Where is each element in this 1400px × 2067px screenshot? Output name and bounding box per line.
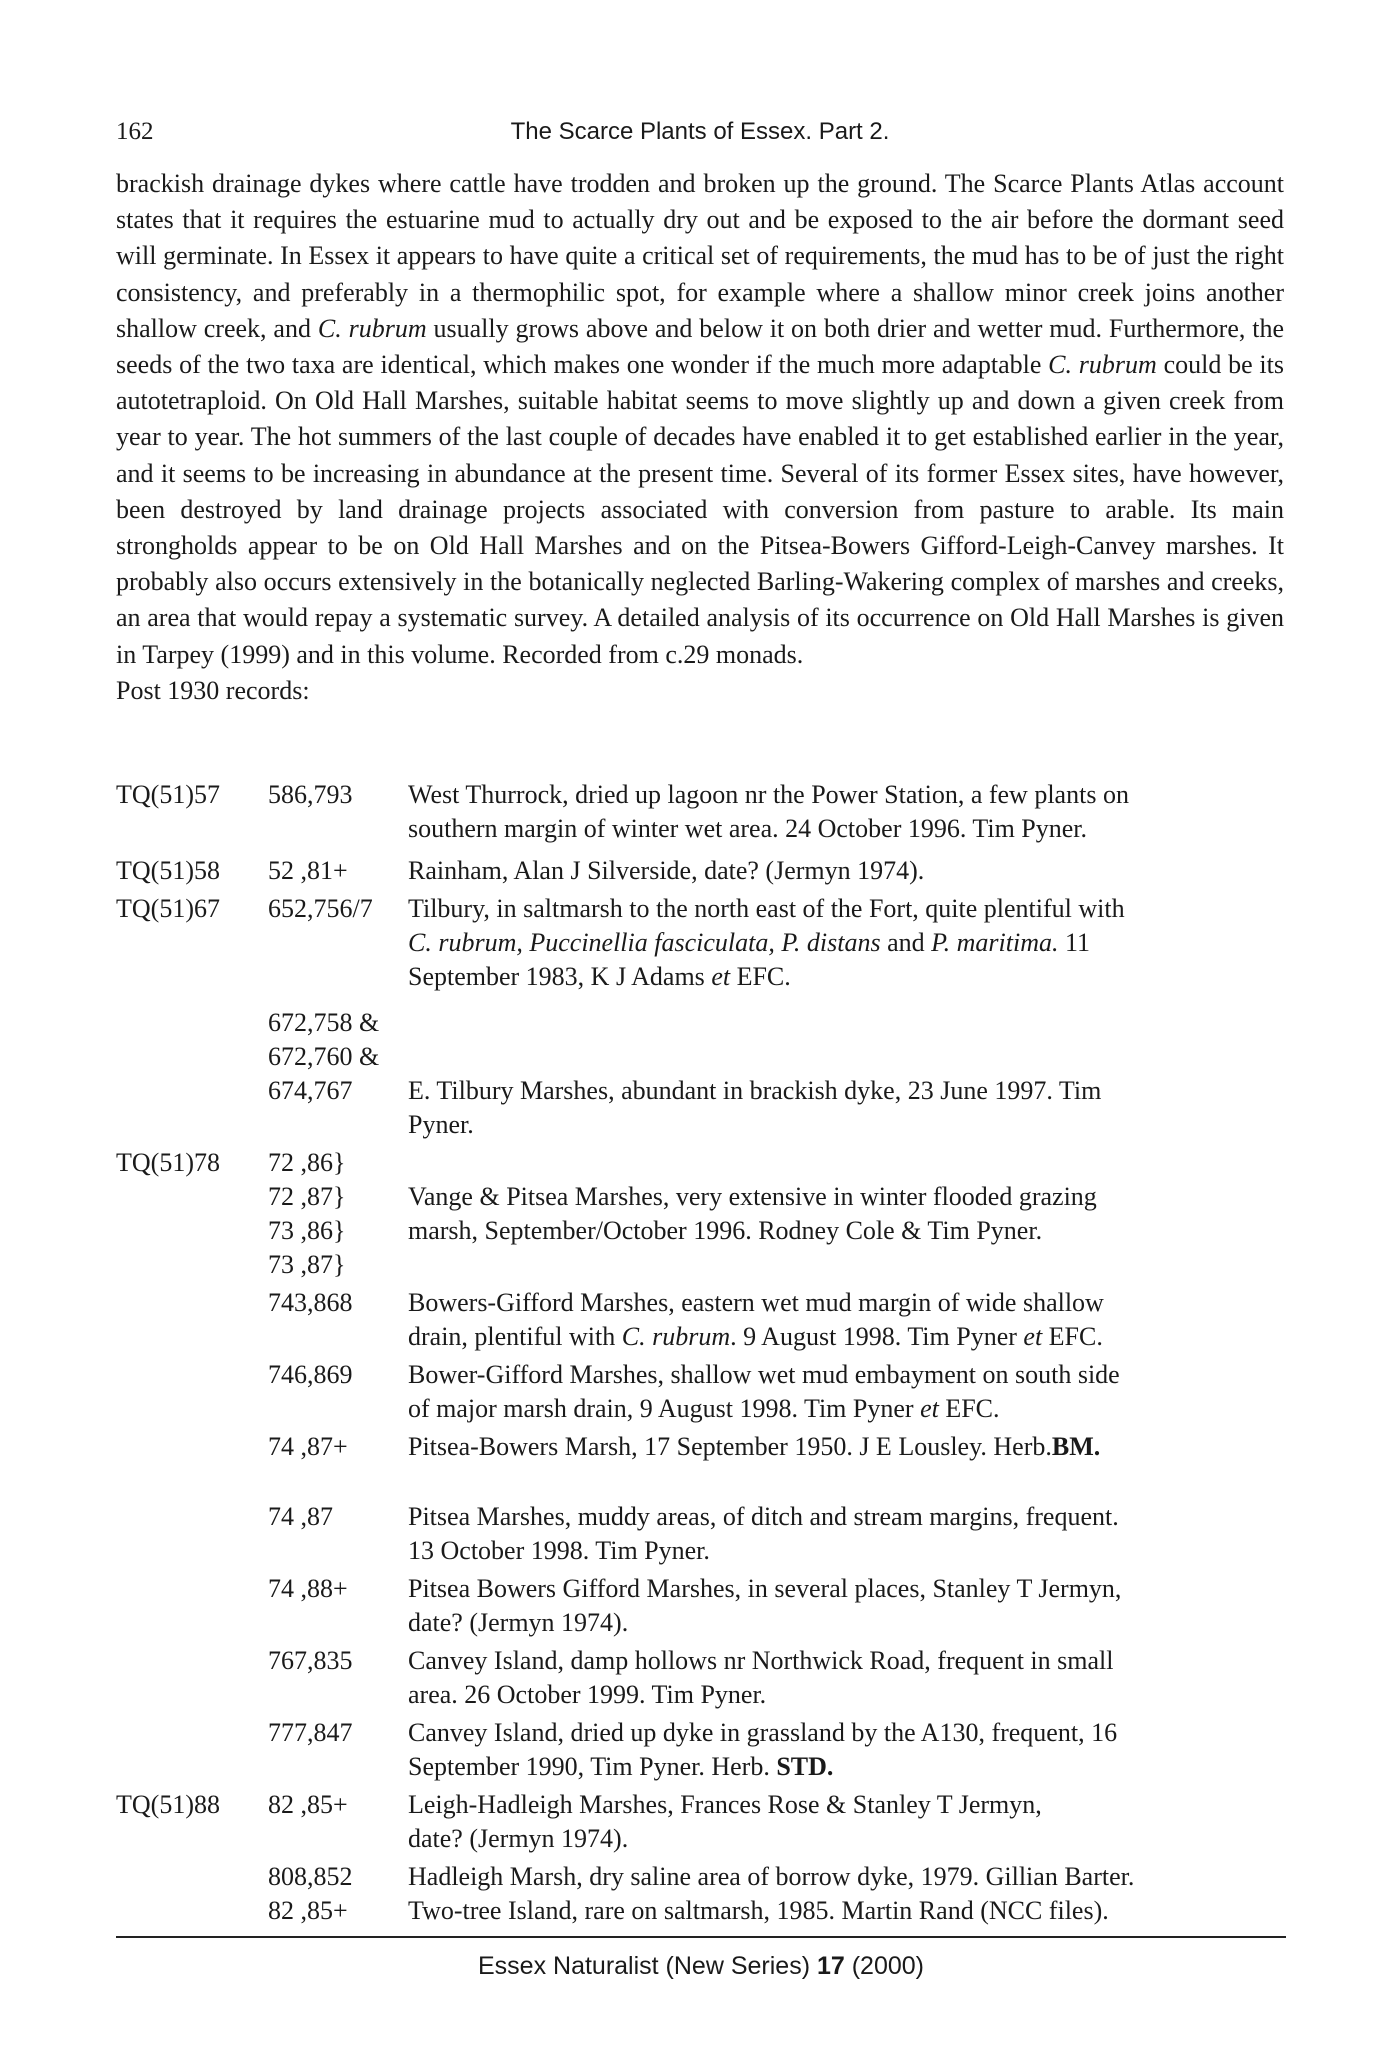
record-desc: West Thurrock, dried up lagoon nr the Power Station, a few plants on southern margin of winter wet area. 24 October 1996. Tim Pyner.: [408, 780, 1129, 843]
record-row: [116, 1788, 1286, 1856]
record-row: [116, 1358, 1286, 1426]
coord: 73 ,87}: [268, 1250, 346, 1279]
coord: 767,835: [268, 1646, 353, 1675]
coord: 73 ,86}: [268, 1216, 346, 1245]
record-row: [116, 1894, 1286, 1928]
record-desc: Vange & Pitsea Marshes, very extensive in winter flooded grazing: [408, 1182, 1097, 1211]
coord: 74 ,87+: [268, 1432, 348, 1461]
record-row: [116, 1716, 1286, 1784]
coord: 82 ,85+: [268, 1896, 348, 1925]
record-row: [116, 1248, 1286, 1282]
page-footer: Essex Naturalist (New Series) 17 (2000): [477, 1952, 924, 1980]
grid-ref: TQ(51)58: [116, 856, 220, 885]
records-list: [116, 778, 1286, 1928]
running-title: The Scarce Plants of Essex. Part 2.: [510, 118, 890, 145]
record-desc: Pitsea Marshes, muddy areas, of ditch and stream margins, frequent. 13 October 1998. Tim Pyner.: [408, 1502, 1119, 1565]
record-row: [116, 1040, 1286, 1074]
record-row: [116, 1286, 1286, 1354]
page-header: [116, 118, 1284, 158]
record-desc: Pitsea Bowers Gifford Marshes, in several places, Stanley T Jermyn, date? (Jermyn 1974).: [408, 1574, 1122, 1637]
record-row: [116, 1146, 1286, 1180]
record-desc: marsh, September/October 1996. Rodney Cole & Tim Pyner.: [408, 1216, 1043, 1245]
record-desc: Leigh-Hadleigh Marshes, Frances Rose & Stanley T Jermyn, date? (Jermyn 1974).: [408, 1790, 1042, 1853]
coord: 586,793: [268, 780, 353, 809]
coord: 672,760 &: [268, 1042, 380, 1071]
record-desc: Tilbury, in saltmarsh to the north east of the Fort, quite plentiful with C. rubrum, Puccinellia fasciculata, P. distans and P. maritima. 11 September 1983, K J Adams et EFC.: [408, 894, 1125, 991]
record-row: [116, 778, 1286, 846]
record-desc: Bower-Gifford Marshes, shallow wet mud embayment on south side of major marsh drain, 9 August 1998. Tim Pyner et EFC.: [408, 1360, 1120, 1423]
grid-ref: TQ(51)67: [116, 894, 220, 923]
body-paragraph: brackish drainage dykes where cattle have trodden and broken up the ground. The Scarce Plants Atlas account states that it requires the estuarine mud to actually dry out and be exposed to the air before the dormant seed will germinate. In Essex it appears to have quite a critical set of requirements, the mud has to be of just the right consistency, and preferably in a thermophilic spot, for example where a shallow minor creek joins another shallow creek, and C. rubrum usually grows above and below it on both drier and wetter mud. Furthermore, the seeds of the two taxa are identical, which makes one wonder if the much more adaptable C. rubrum could be its autotetraploid. On Old Hall Marshes, suitable habitat seems to move slightly up and down a given creek from year to year. The hot summers of the last couple of decades have enabled it to get established earlier in the year, and it seems to be increasing in abundance at the present time. Several of its former Essex sites, have however, been destroyed by land drainage projects associated with conversion from pasture to arable. Its main strongholds appear to be on Old Hall Marshes and on the Pitsea-Bowers Gifford-Leigh-Canvey marshes. It probably also occurs extensively in the botanically neglected Barling-Wakering complex of marshes and creeks, an area that would repay a systematic survey. A detailed analysis of its occurrence on Old Hall Marshes is given in Tarpey (1999) and in this volume. Recorded from c.29 monads.: [116, 169, 1285, 669]
record-desc: Two-tree Island, rare on saltmarsh, 1985. Martin Rand (NCC files).: [408, 1896, 1109, 1925]
body-text: [116, 166, 1284, 709]
coord: 652,756/7: [268, 894, 373, 923]
footer-rule: [116, 1936, 1286, 1938]
page-number: 162: [116, 118, 154, 145]
record-row: [116, 892, 1286, 994]
coord: 743,868: [268, 1288, 353, 1317]
record-desc: E. Tilbury Marshes, abundant in brackish dyke, 23 June 1997. Tim Pyner.: [408, 1076, 1102, 1139]
coord: 52 ,81+: [268, 856, 348, 885]
record-row: [116, 1214, 1286, 1248]
record-row: [116, 1500, 1286, 1568]
record-row: [116, 1006, 1286, 1040]
record-desc: Bowers-Gifford Marshes, eastern wet mud margin of wide shallow drain, plentiful with C. rubrum. 9 August 1998. Tim Pyner et EFC.: [408, 1288, 1104, 1351]
record-row: [116, 1572, 1286, 1640]
record-row: [116, 1644, 1286, 1712]
record-row: [116, 1430, 1286, 1464]
coord: 82 ,85+: [268, 1790, 348, 1819]
coord: 808,852: [268, 1862, 353, 1891]
grid-ref: TQ(51)78: [116, 1148, 220, 1177]
coord: 74 ,87: [268, 1502, 333, 1531]
record-row: [116, 1860, 1286, 1894]
coord: 672,758 &: [268, 1008, 380, 1037]
coord: 74 ,88+: [268, 1574, 348, 1603]
grid-ref: TQ(51)88: [116, 1790, 220, 1819]
coord: 72 ,87}: [268, 1182, 346, 1211]
coord: 746,869: [268, 1360, 353, 1389]
record-desc: Hadleigh Marsh, dry saline area of borrow dyke, 1979. Gillian Barter.: [408, 1862, 1135, 1891]
coord: 777,847: [268, 1718, 353, 1747]
record-desc: Canvey Island, damp hollows nr Northwick Road, frequent in small area. 26 October 1999. Tim Pyner.: [408, 1646, 1114, 1709]
record-desc: Rainham, Alan J Silverside, date? (Jermyn 1974).: [408, 856, 925, 885]
post-1930-label: Post 1930 records:: [116, 675, 310, 705]
coord: 674,767: [268, 1076, 353, 1105]
record-desc: Pitsea-Bowers Marsh, 17 September 1950. J E Lousley. Herb.BM.: [408, 1432, 1101, 1461]
record-desc: Canvey Island, dried up dyke in grassland by the A130, frequent, 16 September 1990, Tim Pyner. Herb. STD.: [408, 1718, 1118, 1781]
record-row: [116, 854, 1286, 888]
coord: 72 ,86}: [268, 1148, 346, 1177]
grid-ref: TQ(51)57: [116, 780, 220, 809]
record-row: [116, 1074, 1286, 1142]
record-row: [116, 1180, 1286, 1214]
